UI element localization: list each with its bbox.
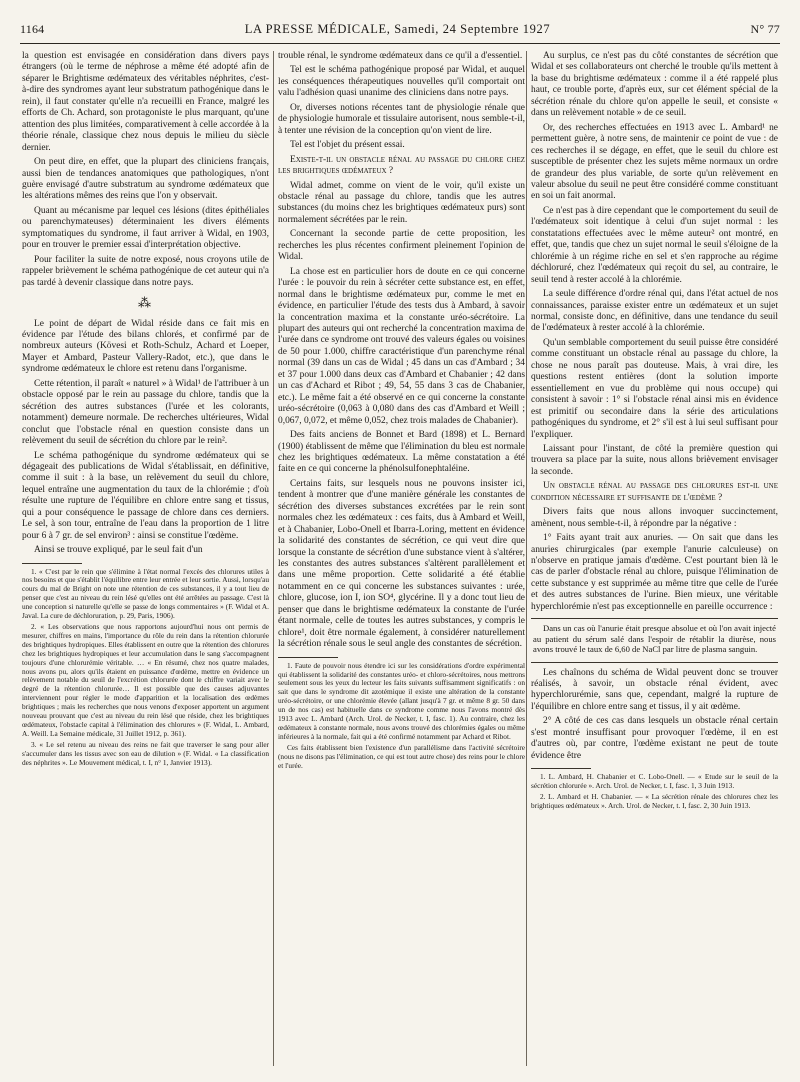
paragraph: Qu'un semblable comportement du seuil puisse être considéré comme constituant un obstacle rénal au passage du chlore, la chose ne nous paraît pas douteuse. Mais, à vrai dire, les questions restent entières (dont la solution importe essentiellement en vue du problème qui nous occupe) qui consistent à savoir : 1° si l'obstacle rénal ainsi mis en évidence est primitif ou secondaire dans la série des articulations pathogéniques du syndrome, et 2° s'il est à lui seul suffisant pour l'expliquer. [531, 337, 778, 440]
page-number: 1164 [20, 22, 45, 36]
column-middle [278, 51, 525, 1066]
page-header [20, 22, 780, 40]
footnote: Ces faits établissent bien l'existence d'un parallélisme dans l'activité sécrétoire (nous ne disons pas l'élimination, ce qui est tout autre chose) des reins pour le chlore et l'urée. [278, 742, 525, 770]
footnote: 2. « Les observations que nous rapportons aujourd'hui nous ont permis de mesurer, chiffres en mains, l'importance du rôle du rein dans la rétention chlorurée des brightiques hydropiques. Elles établissent en outre que la rétention des chlorures chez les brightiques hydropiques et leur accumulation dans le sang s'accompagnent toujours d'une chlorurémie véritable. … « En résumé, chez nos quatre malades, nous avons pu, alors qu'ils étaient en puissance d'œdème, mettre en évidence un relèvement notable du seuil de l'excrétion chlorurée dont le chiffre variait avec le degré de la rétention chlorurée… Il est possible que des causes adjuvantes interviennent pour régler le mode d'apparition et la localisation des œdèmes brightiques ; mais les recherches que nous venons d'exposer apportent un argument nouveau prouvant que c'est au niveau du rein lésé que réside, chez les brightiques œdémateux, l'obstacle capital à l'élimination des chlorures » (F. Widal, L. Ambard, A. Weill. La Semaine médicale, 31 Juillet 1912, p. 361). [22, 622, 269, 738]
column-right [531, 51, 778, 1066]
footnote-rule [278, 657, 338, 658]
case-note: Dans un cas où l'anurie était presque absolue et où l'on avait injecté au patient du sérum salé dans l'espoir de rétablir la diurèse, nous avons trouvé le taux de 6,60 de NaCl par litre de plasma sanguin. [533, 623, 776, 655]
paragraph: Laissant pour l'instant, de côté la première question qui trouvera sa place par la suite, nous allons brièvement envisager la seconde. [531, 443, 778, 477]
paragraph: Cette rétention, il paraît « naturel » à Widal¹ de l'attribuer à un obstacle opposé par le rein au passage du chlore, tandis que la sécrétion des autres substances (l'urée et les colorants, notamment) demeure normale. De recherches ultérieures, Widal conclut que l'obstacle rénal en question consiste dans un relèvement du seuil de sécrétion du chlore par le rein². [22, 378, 269, 447]
journal-title: LA PRESSE MÉDICALE, Samedi, 24 Septembre 1927 [244, 22, 551, 36]
paragraph: Divers faits que nous allons invoquer succinctement, amènent, nous semble-t-il, à répondre par la négative : [531, 507, 778, 529]
footnote: 2. L. Ambard et H. Chabanier. — « La sécrétion rénale des chlorures chez les brightiques œdémateux ». Arch. Urol. de Necker, t. I, fasc. 2, 30 Juin 1913. [531, 791, 778, 810]
paragraph: Or, diverses notions récentes tant de physiologie rénale que de physiologie humorale et tissulaire autorisent, nous semble-t-il, à tenter une révision de la conception qu'on vient de lire. [278, 102, 525, 136]
column-divider [273, 51, 274, 1066]
paragraph: La chose est en particulier hors de doute en ce qui concerne l'urée : le pouvoir du rein à sécréter cette substance est, en effet, normal dans le brightisme œdémateux pur, comme le met en évidence, en particulier l'étude des tests dus à Ambard, à savoir la concentration maxima et la constante uréo-sécrétoire. La plupart des auteurs qui ont recherché la concentration maxima de l'urée dans ce syndrome ont trouvé des valeurs égales ou voisines de 50 pour 1.000, chiffre caractéristique d'un parenchyme rénal normal (39 dans un cas de Widal ; 45 dans un cas d'Ambard ; 34 et 37 pour 1.000 dans deux cas d'Ambard et Chabanier ; 42 dans un cas d'Achard et Ribot ; 49, 54, 55 dans 3 cas de Chabanier, etc.). Le même fait a été observé en ce qui concerne la constante uréo-sécrétoire (0,063 à 0,080 dans des cas d'Ambard et Weill ; 0,067, 0,072, et même 0,052, chez trois malades de Chabanier). [278, 266, 525, 426]
column-left [22, 51, 269, 1066]
section-separator: ⁂ [138, 295, 153, 311]
footnote: 1. « C'est par le rein que s'élimine à l'état normal l'excès des chlorures utiles à nos besoins et que s'établit l'équilibre entre leur entrée et leur sortie. Aussi, lorsqu'au cours du mal de Bright on note une rétention de ces substances, il y a tout lieu de penser que c'est au niveau du rein lésé qu'elles ont été arrêtées au passage. C'est là une conception si naturelle qu'elle se passe de longs commentaires » (F. Widal et A. Javal. La cure de déchloruration, p. 29, Paris, 1906). [22, 566, 269, 621]
paragraph: Certains faits, sur lesquels nous ne pouvons insister ici, tendent à montrer que d'une manière générale les constantes de sécrétion des diverses substances excrétées par le rein sont normales chez les œdémateux : ces faits, dus à Ambard et Weill, et à Chabanier, Lobo-Onell et Ibarra-Loring, mettent en évidence la solidarité des constantes de sécrétion, ce qui veut dire que lorsque la constante de sécrétion d'une substance vient à s'altérer, les constantes des autres substances s'altèrent parallèlement et dans une même proportion. Cette solidarité a été établie notamment en ce qui concerne les substances suivantes : urée, chlore, glucose, ion I, ion SO⁴, glycérine. Il y a donc tout lieu de penser que dans le brightisme œdémateux la constante de l'urée étant normale, celle de toutes les autres substances, y compris le chlore¹, doit être normale également, à considérer naturellement la sécrétion rénale sous le seul angle des constantes de sécrétion. [278, 478, 525, 650]
paragraph: Au surplus, ce n'est pas du côté constantes de sécrétion que Widal et ses collaborateurs ont cherché le trouble qu'ils mettent à la base du brightisme œdémateux : comme il a été rappelé plus haut, ce trouble porte, d'après eux, sur cet élément spécial de la sécrétion rénale du chlore qu'on appelle le seuil, et consiste « dans un relèvement notable » de ce seuil. [531, 51, 778, 119]
footnote: 1. L. Ambard, H. Chabanier et C. Lobo-Onell. — « Etude sur le seuil de la sécrétion chlorurée ». Arch. Urol. de Necker, t. I, fasc. 1, 3 Juin 1913. [531, 772, 778, 791]
paragraph: Le schéma pathogénique du syndrome œdémateux qui se dégageait des publications de Widal s'établissait, en définitive, comme il suit : à la base, un relèvement du seuil du chlore, lequel entraîne une augmentation du taux de la chlorémie ; d'où résulte une rupture de l'équilibre en chlore entre sang et tissus, qui a pour conséquence le passage de chlore dans ces derniers. Le sel, à son tour, entraîne de l'eau dans la proportion de 1 litre pour 6 à 7 gr. de sel environ³ : ainsi se constitue l'œdème. [22, 450, 269, 541]
footnote-rule [22, 563, 82, 564]
paragraph: trouble rénal, le syndrome œdémateux dans ce qu'il a d'essentiel. [278, 51, 523, 61]
header-rule [20, 43, 780, 44]
section-heading: Existe-t-il un obstacle rénal au passage du chlore chez les brightiques œdémateux ? [278, 154, 525, 177]
paragraph: 2° A côté de ces cas dans lesquels un obstacle rénal certain s'est montré insuffisant pour provoquer l'œdème, il en est d'autres où, par contre, l'œdème existant ne peut de toute évidence être [531, 716, 778, 761]
paragraph: Ce n'est pas à dire cependant que le comportement du seuil de l'œdémateux soit identique à celui d'un sujet normal : les constatations effectuées avec le même auteur² ont montré, en effet, que, tandis que chez un sujet normal le seuil s'éloigne de la chlorémie à un régime riche en sel et s'en rapproche au régime déchloruré, chez l'œdémateux qui reçoit du sel, au contraire, le seuil tend à rester accolé à la chlorémie. [531, 205, 778, 285]
paragraph: Les chaînons du schéma de Widal peuvent donc se trouver réalisés, à savoir, un obstacle rénal évident, avec hyperchlorurémie, sans que, cependant, malgré la rupture de l'équilibre en chlore entre sang et tissus, il y ait œdème. [531, 667, 778, 712]
paragraph: Des faits anciens de Bonnet et Bard (1898) et L. Bernard (1900) établissent de même que l'élimination du bleu est normale chez les brightiques œdémateux. La même constatation a été faite en ce qui concerne la phénolsulfonephtaléine. [278, 430, 525, 475]
paragraph: Tel est le schéma pathogénique proposé par Widal, et auquel les conséquences thérapeutiques nouvelles qu'il comportait ont valu l'adhésion quasi unanime des cliniciens dans notre pays. [278, 65, 525, 99]
paragraph: Pour faciliter la suite de notre exposé, nous croyons utile de rappeler brièvement le schéma pathogénique de cet auteur qui n'a pas tardé à devenir classique dans notre pays. [22, 254, 269, 288]
issue-number: N° 77 [750, 22, 780, 36]
paragraph: Le point de départ de Widal réside dans ce fait mis en évidence par l'étude des bilans chlorés, et confirmé par de nombreux auteurs (Kövesi et Roth-Schulz, Achard et Loeper, Mayer et Ambard, Pasteur Vallery-Radot, etc.), que dans le syndrome œdémateux le chlore est retenu dans l'organisme. [22, 318, 269, 375]
footnote-rule [531, 768, 591, 769]
paragraph: Concernant la seconde partie de cette proposition, les recherches les plus récentes confirment pleinement l'opinion de Widal. [278, 229, 525, 263]
paragraph: Tel est l'objet du présent essai. [290, 140, 405, 151]
paragraph: La seule différence d'ordre rénal qui, dans l'état actuel de nos connaissances, paraisse exister entre un œdémateux et un sujet normal, consiste donc, en définitive, dans une tendance du seuil de l'œdémateux à rester accolé à la chlorémie. [531, 289, 778, 334]
paragraph: Ainsi se trouve expliqué, par le seul fait d'un [34, 545, 203, 556]
section-heading: Un obstacle rénal au passage des chlorures est-il une condition nécessaire et suffisante de l'œdème ? [531, 481, 778, 503]
case-note-box [531, 618, 778, 662]
paragraph: On peut dire, en effet, que la plupart des cliniciens français, aussi bien de tendances anatomiques que pathologiques, n'ont guère envisagé d'autre substratum au syndrome œdémateux que les altérations mêmes des reins que l'on y observait. [22, 157, 269, 202]
paragraph: Or, des recherches effectuées en 1913 avec L. Ambard¹ ne permettent guère, à notre sens, de maintenir ce point de vue : de ces recherches il se dégage, en effet, que le seuil du chlore est susceptible de présenter chez les sujets même normaux un ordre de grandeur des plus variable, de sorte qu'un relèvement en valeur absolue du seuil ne peut être considéré comme constituant en soi un fait anormal. [531, 122, 778, 202]
paragraph: Quant au mécanisme par lequel ces lésions (dites épithéliales ou parenchymateuses) déterminaient les divers éléments symptomatiques du syndrome, il faut arriver à Widal, en 1903, pour en trouver le premier essai d'interprétation objective. [22, 205, 269, 251]
paragraph: 1° Faits ayant trait aux anuries. — On sait que dans les anuries chirurgicales (par exemple l'anurie calculeuse) on n'observe en pratique jamais d'œdème. C'est pourtant bien là le cas de parler d'obstacle rénal au chlore, puisque l'élimination de cette substance y est supprimée au même titre que celle de l'urée et des autres substances de l'urine. Bien mieux, une véritable hyperchlorémie n'est pas exceptionnelle en pareille occurrence : [531, 533, 778, 612]
footnote: 1. Faute de pouvoir nous étendre ici sur les considérations d'ordre expérimental qui établissent la solidarité des constantes uréo- et chloro-sécrétoires, nous mettrons seulement sous les yeux du lecteur les faits suivants suffisamment significatifs : on sait que dans le syndrome dit azotémique il existe une altération de la constante uréo-sécrétoire, or une chlorémie élevée (allant jusqu'à 7 gr. et même 8 gr. 50 dans un de nos cas) est habituelle dans ce syndrome comme nous l'avons montré dès 1913 avec L. Ambard (Arch. Urol. de Necker, t. I, fasc. 1). Au contraire, chez les œdémateux à constante normale, nous avons trouvé des chlorémies égales ou même inférieures à la normale, fait qui a été confirmé notamment par Achard et Ribot. [278, 660, 525, 741]
paragraph: la question est envisagée en considération dans divers pays étrangers (où le terme de néphrose a même été adopté afin de séparer le Brightisme œdémateux des véritables néphrites, c'est-à-dire des syndromes ayant leur substratum pathogénique dans le rein), il faut constater qu'elle n'a recueilli en France, malgré les efforts de Ch. Achard, son protagoniste le plus marquant, qu'une attention des plus limitées, comparativement à celle accordée à la théorie rénale, classique chez nous depuis le milieu du siècle dernier. [22, 51, 269, 153]
paragraph: Widal admet, comme on vient de le voir, qu'il existe un obstacle rénal au passage du chlore, tandis que les autres substances (du moins chez les brightiques œdémateux purs) sont normalement sécrétées par le rein. [278, 180, 525, 225]
footnote: 3. « Le sel retenu au niveau des reins ne fait que traverser le sang pour aller s'accumuler dans les tissus avec son eau de dilution » (F. Widal. « La classification des néphrites ». Le Mouvement médical, t. I, n° 1, Janvier 1913). [22, 739, 269, 767]
column-divider [526, 51, 527, 1066]
